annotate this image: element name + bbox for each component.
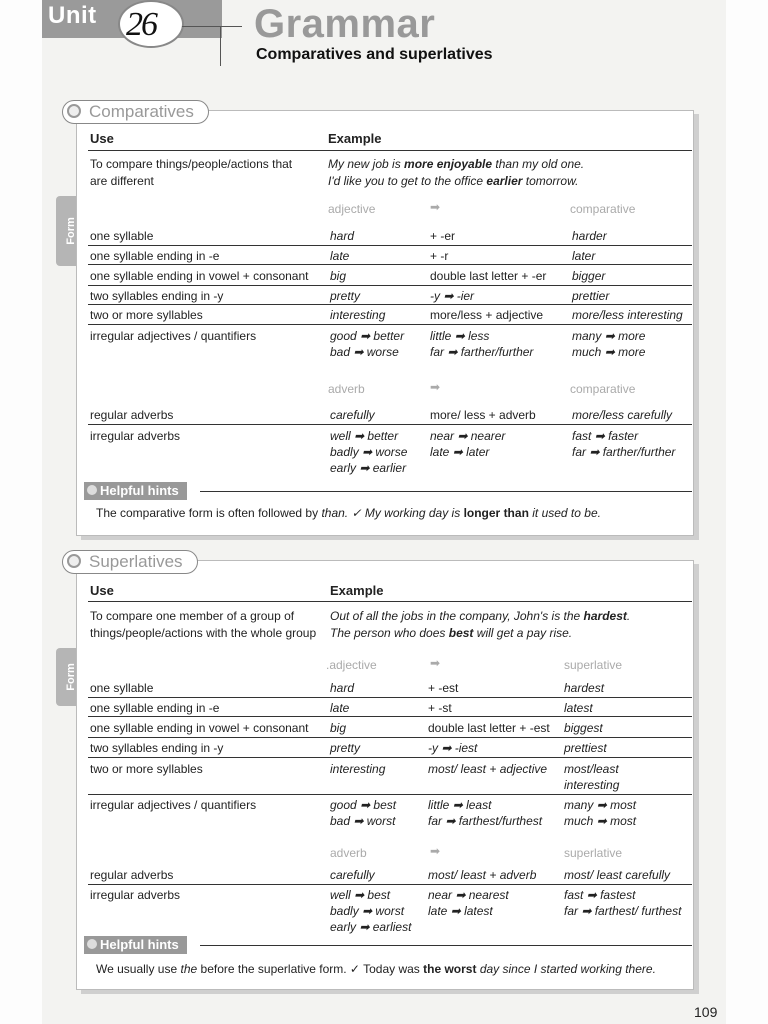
row-rule: late ➡ latest — [428, 904, 493, 918]
row-example: carefully — [330, 868, 375, 882]
subhead-superlative: superlative — [564, 658, 623, 672]
row-rule: + -er — [430, 229, 456, 243]
row-rule: late ➡ later — [430, 445, 490, 459]
intro-example: Out of all the jobs in the company, John's is the hardest. — [330, 609, 631, 623]
form-tab-label: Form — [64, 217, 77, 245]
helpful-hints-tag — [84, 936, 187, 954]
col-header-use: Use — [90, 131, 114, 146]
title-rule — [182, 26, 242, 27]
helpful-hints-tag — [84, 482, 187, 500]
row-example: bad ➡ worst — [330, 814, 396, 828]
row-rule: more/less + adjective — [430, 308, 544, 322]
row-rule: near ➡ nearest — [428, 888, 509, 902]
row-use: one syllable ending in -e — [90, 249, 220, 263]
row-rule-line — [88, 716, 692, 717]
col-header-example: Example — [328, 131, 382, 146]
col-header-use: Use — [90, 583, 114, 598]
row-rule-line — [88, 697, 692, 698]
intro-use-line: To compare one member of a group of — [90, 609, 295, 623]
row-example: badly ➡ worst — [330, 904, 405, 918]
intro-use-line: things/people/actions with the whole group — [90, 626, 317, 640]
form-tab — [56, 648, 76, 706]
row-rule-line — [88, 304, 692, 305]
form-tab — [56, 196, 76, 266]
row-example: pretty — [330, 289, 361, 303]
row-use: one syllable — [90, 681, 154, 695]
subhead-adverb: adverb — [328, 382, 365, 396]
row-use: irregular adjectives / quantifiers — [90, 798, 257, 812]
row-result: far ➡ farther/further — [572, 445, 676, 459]
row-result: most/ least carefully — [564, 868, 671, 882]
row-use: one syllable ending in -e — [90, 701, 220, 715]
row-rule: little ➡ less — [430, 329, 490, 343]
page-number: 109 — [694, 1004, 718, 1020]
arrow-icon: ➡ — [430, 844, 441, 858]
header-rule — [88, 601, 692, 602]
row-example: late — [330, 701, 350, 715]
bullet-icon — [67, 554, 81, 568]
intro-example: I'd like you to get to the office earlier tomorrow. — [328, 174, 579, 188]
row-example: carefully — [330, 408, 375, 422]
row-rule-line — [88, 794, 692, 795]
row-example: well ➡ best — [330, 888, 391, 902]
row-result: more/less interesting — [572, 308, 683, 322]
subhead-comparative: comparative — [570, 202, 636, 216]
hints-rule — [200, 945, 692, 946]
row-use: two syllables ending in -y — [90, 289, 224, 303]
row-rule: little ➡ least — [428, 798, 492, 812]
row-result: fast ➡ faster — [572, 429, 639, 443]
bullet-icon — [87, 939, 97, 949]
row-result: far ➡ farthest/ furthest — [564, 904, 682, 918]
form-tab-label: Form — [64, 663, 77, 691]
row-use: two or more syllables — [90, 762, 203, 776]
row-example: well ➡ better — [330, 429, 399, 443]
row-example: badly ➡ worse — [330, 445, 408, 459]
row-example: hard — [330, 681, 355, 695]
arrow-icon: ➡ — [430, 200, 441, 214]
row-rule-line — [88, 285, 692, 286]
row-example: early ➡ earliest — [330, 920, 412, 934]
unit-label: Unit — [48, 2, 97, 29]
row-use: irregular adverbs — [90, 429, 181, 443]
page-subtitle: Comparatives and superlatives — [256, 46, 493, 63]
row-rule: double last letter + -est — [428, 721, 550, 735]
intro-example: The person who does best will get a pay rise. — [330, 626, 573, 640]
row-rule-line — [88, 264, 692, 265]
row-use: two syllables ending in -y — [90, 741, 224, 755]
row-result: more/less carefully — [572, 408, 673, 422]
arrow-icon: ➡ — [430, 656, 441, 670]
row-example: interesting — [330, 762, 386, 776]
subhead-superlative: superlative — [564, 846, 623, 860]
subhead-comparative: comparative — [570, 382, 636, 396]
row-rule: -y ➡ -iest — [428, 741, 478, 755]
row-result: latest — [564, 701, 593, 715]
row-rule: far ➡ farthest/furthest — [428, 814, 543, 828]
row-result: harder — [572, 229, 607, 243]
row-rule: far ➡ farther/further — [430, 345, 534, 359]
row-result: bigger — [572, 269, 606, 283]
subhead-adjective: .adjective — [326, 658, 377, 672]
row-rule: double last letter + -er — [430, 269, 547, 283]
row-result: prettiest — [564, 741, 607, 755]
row-example: good ➡ best — [330, 798, 397, 812]
row-rule-line — [88, 884, 692, 885]
row-example: big — [330, 721, 347, 735]
row-result: much ➡ most — [564, 814, 637, 828]
row-result: biggest — [564, 721, 603, 735]
row-result: fast ➡ fastest — [564, 888, 636, 902]
row-rule-line — [88, 424, 692, 425]
bullet-icon — [67, 104, 81, 118]
page-title: Grammar — [254, 2, 436, 46]
row-use: regular adverbs — [90, 868, 174, 882]
row-example: interesting — [330, 308, 386, 322]
row-rule: near ➡ nearer — [430, 429, 506, 443]
row-example: pretty — [330, 741, 361, 755]
subhead-adjective: adjective — [328, 202, 376, 216]
intro-example: My new job is more enjoyable than my old one. — [328, 157, 585, 171]
section-label-text: Superlatives — [89, 552, 183, 571]
arrow-icon: ➡ — [430, 380, 441, 394]
hints-label: Helpful hints — [100, 483, 179, 498]
comparatives-section-label — [62, 100, 209, 124]
row-result: most/least — [564, 762, 619, 776]
row-rule-line — [88, 324, 692, 325]
title-divider — [220, 26, 221, 66]
row-rule: + -r — [430, 249, 449, 263]
row-rule-line — [88, 245, 692, 246]
row-rule: most/ least + adjective — [428, 762, 548, 776]
hints-label: Helpful hints — [100, 937, 179, 952]
row-result: many ➡ more — [572, 329, 646, 343]
row-use: irregular adverbs — [90, 888, 181, 902]
row-rule: + -st — [428, 701, 452, 715]
row-result: many ➡ most — [564, 798, 637, 812]
row-use: irregular adjectives / quantifiers — [90, 329, 257, 343]
row-use: regular adverbs — [90, 408, 174, 422]
hint-text: The comparative form is often followed by than. ✓ My working day is longer than it used to be. — [96, 506, 601, 520]
row-example: late — [330, 249, 350, 263]
row-result: interesting — [564, 778, 620, 792]
row-use: one syllable — [90, 229, 154, 243]
hint-text: We usually use the before the superlative form. ✓ Today was the worst day since I started working there. — [96, 962, 656, 976]
row-use: two or more syllables — [90, 308, 203, 322]
row-example: big — [330, 269, 347, 283]
row-result: hardest — [564, 681, 605, 695]
superlatives-section-label — [62, 550, 198, 574]
unit-number: 26 — [126, 6, 156, 43]
row-example: hard — [330, 229, 355, 243]
section-label-text: Comparatives — [89, 102, 194, 121]
row-example: bad ➡ worse — [330, 345, 399, 359]
header-rule — [88, 150, 692, 151]
subhead-adverb: adverb — [330, 846, 367, 860]
row-result: much ➡ more — [572, 345, 646, 359]
row-rule: most/ least + adverb — [428, 868, 537, 882]
row-example: early ➡ earlier — [330, 461, 407, 475]
hints-rule — [200, 491, 692, 492]
intro-use-line: are different — [90, 174, 154, 188]
intro-use-line: To compare things/people/actions that — [90, 157, 293, 171]
row-result: later — [572, 249, 596, 263]
row-rule-line — [88, 737, 692, 738]
row-example: good ➡ better — [330, 329, 405, 343]
row-rule: + -est — [428, 681, 459, 695]
row-rule: -y ➡ -ier — [430, 289, 475, 303]
row-result: prettier — [572, 289, 610, 303]
row-rule: more/ less + adverb — [430, 408, 536, 422]
row-use: one syllable ending in vowel + consonant — [90, 721, 309, 735]
row-use: one syllable ending in vowel + consonant — [90, 269, 309, 283]
col-header-example: Example — [330, 583, 384, 598]
bullet-icon — [87, 485, 97, 495]
row-rule-line — [88, 757, 692, 758]
